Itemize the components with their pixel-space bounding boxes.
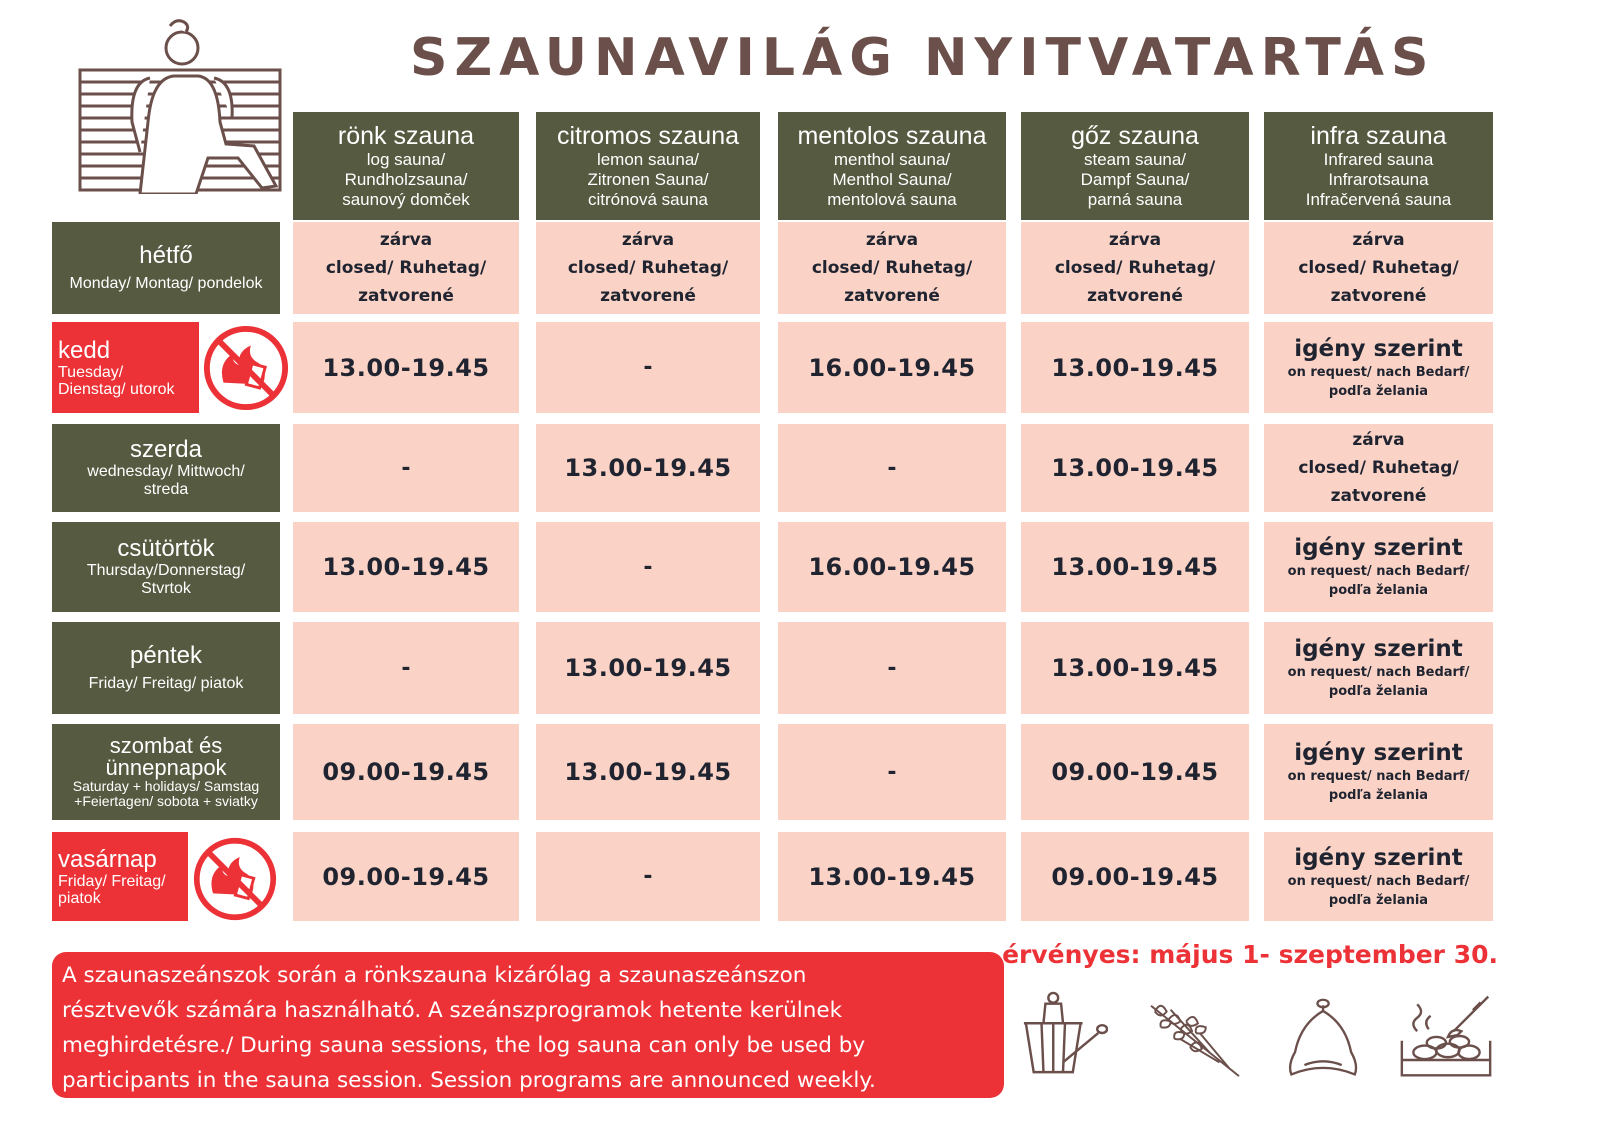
day-name: kedd xyxy=(58,336,111,364)
note-line: participants in the sauna session. Session programs are announced weekly. xyxy=(62,1068,876,1093)
note-line: A szaunaszeánszok során a rönkszauna kizárólag a szaunaszeánszon xyxy=(62,963,807,988)
column-subtitle: steam sauna/ xyxy=(1083,150,1187,169)
opening-hours: 09.00-19.45 xyxy=(1051,862,1219,891)
closed-label: zárva xyxy=(621,230,675,250)
column-subtitle: saunový domček xyxy=(342,190,470,209)
on-request-translation: podľa želania xyxy=(1328,892,1429,908)
closed-translation: zatvorené xyxy=(1330,286,1427,306)
schedule-cell-tuesday-infra xyxy=(1264,322,1493,413)
schedule-cell-thursday-steam xyxy=(1021,522,1249,612)
schedule-cell-friday-infra xyxy=(1264,622,1493,714)
column-header-lemon-sauna xyxy=(536,112,760,220)
no-opening-dash: - xyxy=(643,355,653,380)
column-header-infra-sauna xyxy=(1264,112,1493,220)
closed-translation: closed/ Ruhetag/ xyxy=(1054,258,1216,278)
page-title: SZAUNAVILÁG NYITVATARTÁS xyxy=(410,28,1436,88)
schedule-cell-thursday-infra xyxy=(1264,522,1493,612)
opening-hours: 13.00-19.45 xyxy=(1051,553,1219,581)
day-name: szombat és ünnepnapok xyxy=(105,733,227,780)
column-subtitle: Menthol Sauna/ xyxy=(832,170,952,189)
closed-label: zárva xyxy=(865,230,919,250)
column-subtitle: Infrared sauna xyxy=(1323,150,1434,169)
day-thursday xyxy=(52,522,280,612)
no-opening-dash: - xyxy=(643,864,653,889)
on-request-translation: on request/ nach Bedarf/ xyxy=(1287,873,1470,889)
schedule-cell-saturday-log xyxy=(293,724,519,820)
no-opening-dash: - xyxy=(401,655,411,681)
closed-label: zárva xyxy=(1352,230,1405,250)
sauna-stones-icon xyxy=(1398,990,1494,1082)
column-header-steam-sauna xyxy=(1021,112,1249,220)
day-name: vasárnap xyxy=(58,845,157,873)
day-tuesday xyxy=(52,322,199,413)
bucket-ladle-icon xyxy=(1020,990,1108,1078)
day-sunday xyxy=(52,832,188,921)
day-translation: Monday/ Montag/ pondelok xyxy=(69,275,263,292)
opening-hours: 13.00-19.45 xyxy=(808,862,976,891)
schedule-cell-friday-log xyxy=(293,622,519,714)
on-request-label: igény szerint xyxy=(1294,844,1463,871)
on-request-translation: on request/ nach Bedarf/ xyxy=(1287,665,1470,680)
day-translation: Friday/ Freitag/ xyxy=(58,872,166,890)
on-request-translation: podľa želania xyxy=(1328,583,1429,598)
day-translation: Tuesday/ xyxy=(58,363,124,381)
column-header-menthol-sauna xyxy=(778,112,1006,220)
opening-hours: 09.00-19.45 xyxy=(322,758,490,786)
column-subtitle: log sauna/ xyxy=(366,150,446,169)
opening-hours: 13.00-19.45 xyxy=(1051,353,1219,382)
column-subtitle: lemon sauna/ xyxy=(596,150,700,169)
day-translation: Friday/ Freitag/ piatok xyxy=(88,675,244,692)
schedule-cell-wednesday-menthol xyxy=(778,424,1006,512)
column-subtitle: parná sauna xyxy=(1087,190,1183,209)
birch-whisk-icon xyxy=(1140,994,1250,1082)
schedule-cell-sunday-steam xyxy=(1021,832,1249,921)
sauna-hat-icon xyxy=(1282,994,1366,1082)
schedule-cell-wednesday-steam xyxy=(1021,424,1249,512)
no-fire-icon xyxy=(202,324,290,412)
day-wednesday xyxy=(52,424,280,512)
on-request-label: igény szerint xyxy=(1294,740,1463,766)
schedule-cell-friday-lemon xyxy=(536,622,760,714)
note-line: résztvevők számára használható. A szeánszprogramok hetente kerülnek xyxy=(62,998,843,1023)
column-title: gőz szauna xyxy=(1071,122,1199,150)
schedule-cell-thursday-log xyxy=(293,522,519,612)
day-name: csütörtök xyxy=(117,535,215,562)
day-saturday xyxy=(52,724,280,820)
closed-label: zárva xyxy=(1352,430,1405,450)
schedule-cell-wednesday-lemon xyxy=(536,424,760,512)
schedule-cell-monday-log xyxy=(293,222,519,314)
column-title: mentolos szauna xyxy=(797,122,987,150)
schedule-cell-saturday-lemon xyxy=(536,724,760,820)
on-request-translation: podľa želania xyxy=(1328,788,1429,803)
column-subtitle: Rundholzsauna/ xyxy=(344,170,468,189)
schedule-cell-sunday-log xyxy=(293,832,519,921)
day-translation: +Feiertagen/ sobota + sviatky xyxy=(74,793,258,809)
opening-hours: 13.00-19.45 xyxy=(564,758,732,786)
schedule-cell-wednesday-infra xyxy=(1264,424,1493,512)
on-request-translation: on request/ nach Bedarf/ xyxy=(1287,564,1470,579)
opening-hours: 16.00-19.45 xyxy=(808,353,976,382)
no-fire-icon xyxy=(192,836,278,922)
column-subtitle: mentolová sauna xyxy=(827,190,957,209)
column-title: citromos szauna xyxy=(556,122,740,150)
day-translation: streda xyxy=(143,481,189,498)
closed-translation: closed/ Ruhetag/ xyxy=(325,258,487,278)
opening-hours: 16.00-19.45 xyxy=(808,553,976,581)
opening-hours: 13.00-19.45 xyxy=(322,353,490,382)
on-request-label: igény szerint xyxy=(1294,535,1463,561)
column-header-log-sauna xyxy=(293,112,519,220)
day-name: hétfő xyxy=(139,242,193,269)
on-request-translation: podľa želania xyxy=(1328,383,1429,399)
opening-hours: 13.00-19.45 xyxy=(322,553,490,581)
closed-label: zárva xyxy=(379,230,433,250)
on-request-translation: on request/ nach Bedarf/ xyxy=(1287,769,1470,784)
closed-translation: closed/ Ruhetag/ xyxy=(567,258,729,278)
schedule-cell-wednesday-log xyxy=(293,424,519,512)
day-friday xyxy=(52,622,280,714)
closed-translation: zatvorené xyxy=(1330,486,1427,506)
note-line: meghirdetésre./ During sauna sessions, the log sauna can only be used by xyxy=(62,1033,866,1058)
no-opening-dash: - xyxy=(887,655,897,681)
sauna-bench-person-icon xyxy=(78,18,284,194)
schedule-cell-monday-menthol xyxy=(778,222,1006,314)
column-subtitle: Infračervená sauna xyxy=(1305,190,1452,209)
schedule-cell-thursday-menthol xyxy=(778,522,1006,612)
closed-translation: zatvorené xyxy=(358,286,454,306)
validity-period: érvényes: május 1- szeptember 30. xyxy=(1002,940,1498,969)
day-translation: Thursday/Donnerstag/ xyxy=(86,562,246,579)
no-opening-dash: - xyxy=(643,554,653,580)
schedule-cell-sunday-lemon xyxy=(536,832,760,921)
closed-translation: zatvorené xyxy=(600,286,696,306)
schedule-cell-tuesday-steam xyxy=(1021,322,1249,413)
day-translation: Saturday + holidays/ Samstag xyxy=(72,778,260,794)
column-subtitle: Infrarotsauna xyxy=(1328,170,1429,189)
schedule-cell-sunday-menthol xyxy=(778,832,1006,921)
on-request-label: igény szerint xyxy=(1294,335,1463,362)
schedule-cell-monday-lemon xyxy=(536,222,760,314)
schedule-cell-monday-infra xyxy=(1264,222,1493,314)
closed-translation: zatvorené xyxy=(844,286,940,306)
no-opening-dash: - xyxy=(887,455,897,481)
day-translation: piatok xyxy=(58,889,101,907)
schedule-cell-tuesday-menthol xyxy=(778,322,1006,413)
no-opening-dash: - xyxy=(887,759,897,785)
column-title: infra szauna xyxy=(1310,122,1447,150)
day-name: péntek xyxy=(129,642,203,669)
closed-translation: closed/ Ruhetag/ xyxy=(1298,458,1459,478)
schedule-cell-saturday-steam xyxy=(1021,724,1249,820)
closed-translation: zatvorené xyxy=(1087,286,1183,306)
opening-hours: 13.00-19.45 xyxy=(1051,454,1219,482)
opening-hours: 13.00-19.45 xyxy=(564,654,732,682)
on-request-label: igény szerint xyxy=(1294,636,1463,662)
closed-label: zárva xyxy=(1108,230,1162,250)
day-translation: Dienstag/ utorok xyxy=(58,380,175,398)
session-note xyxy=(52,952,1004,1098)
day-monday xyxy=(52,222,280,314)
on-request-translation: podľa želania xyxy=(1328,684,1429,699)
opening-hours: 09.00-19.45 xyxy=(1051,758,1219,786)
schedule-cell-friday-steam xyxy=(1021,622,1249,714)
schedule-cell-saturday-menthol xyxy=(778,724,1006,820)
schedule-cell-tuesday-log xyxy=(293,322,519,413)
no-opening-dash: - xyxy=(401,455,411,481)
column-subtitle: Dampf Sauna/ xyxy=(1080,170,1190,189)
schedule-cell-monday-steam xyxy=(1021,222,1249,314)
day-translation: wednesday/ Mittwoch/ xyxy=(87,463,245,480)
column-subtitle: citrónová sauna xyxy=(587,190,709,209)
closed-translation: closed/ Ruhetag/ xyxy=(811,258,973,278)
on-request-translation: on request/ nach Bedarf/ xyxy=(1287,364,1470,380)
opening-hours: 13.00-19.45 xyxy=(1051,654,1219,682)
schedule-cell-friday-menthol xyxy=(778,622,1006,714)
schedule-cell-saturday-infra xyxy=(1264,724,1493,820)
day-name: szerda xyxy=(129,436,203,463)
schedule-cell-sunday-infra xyxy=(1264,832,1493,921)
day-translation: Stvrtok xyxy=(141,580,191,597)
closed-translation: closed/ Ruhetag/ xyxy=(1298,258,1459,278)
schedule-cell-tuesday-lemon xyxy=(536,322,760,413)
opening-hours: 13.00-19.45 xyxy=(564,454,732,482)
column-subtitle: Zitronen Sauna/ xyxy=(587,170,709,189)
column-title: rönk szauna xyxy=(337,122,475,150)
column-subtitle: menthol sauna/ xyxy=(833,150,951,169)
opening-hours: 09.00-19.45 xyxy=(322,862,490,891)
schedule-cell-thursday-lemon xyxy=(536,522,760,612)
